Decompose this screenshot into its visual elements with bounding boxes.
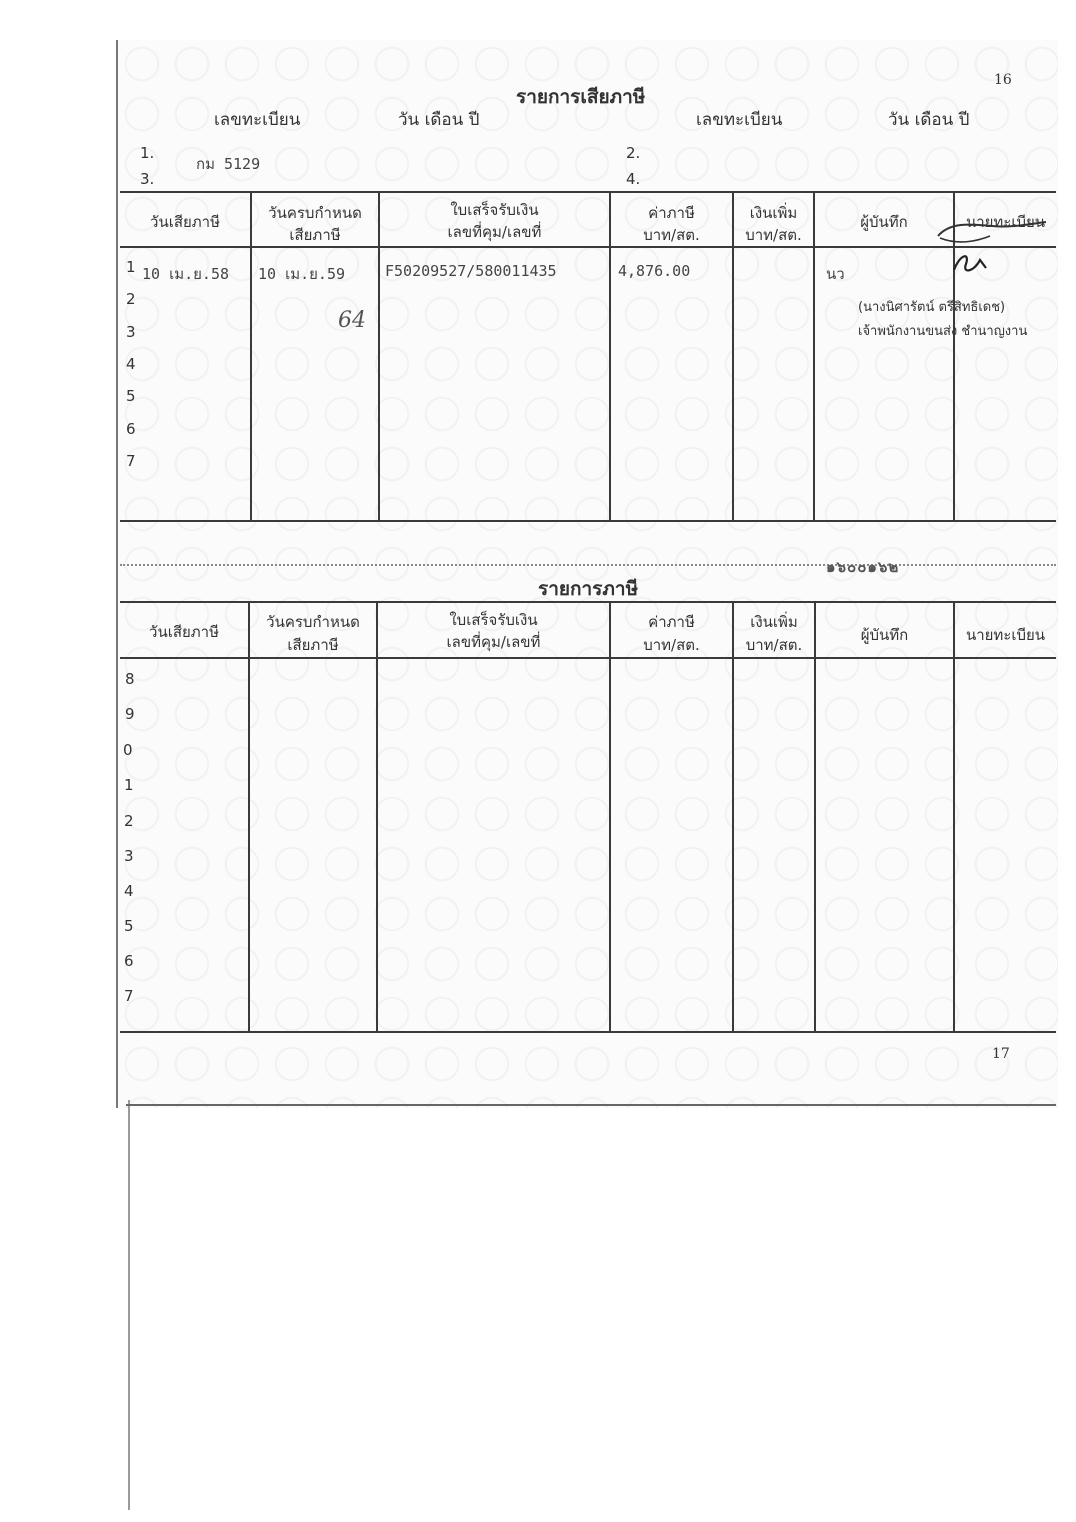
t2-row-number: 0 <box>123 741 133 759</box>
reg-entry-no: 1. <box>140 144 155 162</box>
t1-row1-receipt: F50209527/580011435 <box>385 262 557 280</box>
reg-label-right: เลขทะเบียน <box>696 110 783 130</box>
t1-header-due-date-1: วันครบกำหนด <box>268 204 362 222</box>
registrar-name: (นางนิศารัตน์ ตรีสิทธิเดช) <box>858 300 1006 315</box>
t1-row-number: 2 <box>126 290 136 308</box>
t1-header-recorder: ผู้บันทึก <box>860 213 908 231</box>
t1-row1-paid-date: 10 เม.ย.58 <box>142 265 230 283</box>
page-edge-line <box>128 1100 130 1510</box>
registrar-title: เจ้าพนักงานขนส่ง ชำนาญงาน <box>858 324 1028 339</box>
t1-row-number: 4 <box>126 355 136 373</box>
t1-header-tax-2: บาท/สต. <box>643 226 700 244</box>
t1-row1-due-date: 10 เม.ย.59 <box>258 265 346 283</box>
t2-row-number: 1 <box>124 776 134 794</box>
reg-label-left: เลขทะเบียน <box>214 110 301 130</box>
t2-header-paid-date: วันเสียภาษี <box>149 623 219 641</box>
table2-col-divider <box>953 601 955 1032</box>
t1-row-number: 3 <box>126 323 136 341</box>
table2-col-divider <box>814 601 816 1032</box>
t2-header-registrar: นายทะเบียน <box>965 626 1046 644</box>
t2-header-due-date-2: เสียภาษี <box>287 636 339 654</box>
reg-entry-no: 4. <box>626 170 641 188</box>
table1-bottom-border <box>120 520 1056 522</box>
perforation-line <box>120 564 1056 566</box>
t2-row-number: 4 <box>124 882 134 900</box>
t2-row-number: 2 <box>124 812 134 830</box>
t2-row-number: 6 <box>124 952 134 970</box>
t1-header-receipt-2: เลขที่คุม/เลขที่ <box>447 223 542 241</box>
t1-row-number: 6 <box>126 420 136 438</box>
table2-col-divider <box>732 601 734 1032</box>
sheet-bottom-edge <box>126 1104 1056 1106</box>
reg-entry-no: 2. <box>626 144 641 162</box>
t2-header-surcharge-2: บาท/สต. <box>745 636 803 654</box>
date-label-right: วัน เดือน ปี <box>888 110 970 130</box>
table2-header-border <box>120 657 1056 659</box>
t1-row-number: 5 <box>126 387 136 405</box>
table1-col-divider <box>813 191 815 521</box>
t2-header-receipt-2: เลขที่คุม/เลขที่ <box>446 633 541 651</box>
t2-header-receipt-1: ใบเสร็จรับเงิน <box>449 611 538 629</box>
handwritten-year: 64 <box>338 308 366 333</box>
t2-row-number: 3 <box>124 847 134 865</box>
page-number-bottom: 17 <box>992 1046 1010 1062</box>
reg-entry-no: 3. <box>140 170 155 188</box>
t1-header-receipt-1: ใบเสร็จรับเงิน <box>450 201 539 219</box>
table2-col-divider <box>248 601 250 1032</box>
t2-header-tax-2: บาท/สต. <box>643 636 700 654</box>
t1-row-number: 1 <box>126 258 136 276</box>
t2-row-number: 7 <box>124 987 134 1005</box>
registrar-signature <box>930 218 1050 288</box>
t2-row-number: 9 <box>125 705 135 723</box>
t2-header-recorder: ผู้บันทึก <box>860 626 909 644</box>
table1-top-border <box>120 191 1056 193</box>
t2-row-number: 5 <box>124 917 134 935</box>
t1-header-paid-date: วันเสียภาษี <box>150 213 220 231</box>
t2-header-due-date-1: วันครบกำหนด <box>266 613 360 631</box>
section1-title: รายการเสียภาษี <box>516 86 646 108</box>
table2-top-border <box>120 601 1056 603</box>
t1-row1-tax: 4,876.00 <box>618 262 691 280</box>
table2-col-divider <box>376 601 378 1032</box>
t1-row-number: 7 <box>126 452 136 470</box>
t2-row-number: 8 <box>125 670 135 688</box>
page-number-top: 16 <box>994 72 1012 88</box>
table2-col-divider <box>609 601 611 1032</box>
table2-bottom-border <box>120 1031 1056 1033</box>
t1-header-surcharge-1: เงินเพิ่ม <box>749 204 798 222</box>
t2-header-tax-1: ค่าภาษี <box>648 613 695 631</box>
t2-header-surcharge-1: เงินเพิ่ม <box>750 613 798 631</box>
perforation-code: ๑๖๐๐๑๖๒ <box>826 558 900 576</box>
date-label-left: วัน เดือน ปี <box>398 110 480 130</box>
t1-header-registrar: นายทะเบียน <box>965 213 1046 231</box>
t1-header-due-date-2: เสียภาษี <box>289 226 341 244</box>
reg-entry-value: กม 5129 <box>196 155 261 173</box>
t1-header-surcharge-2: บาท/สต. <box>745 226 802 244</box>
section2-title: รายการภาษี <box>538 578 639 600</box>
t1-row1-recorder: นว <box>826 265 845 283</box>
table1-header-border <box>120 246 1056 248</box>
t1-header-tax-1: ค่าภาษี <box>648 204 695 222</box>
